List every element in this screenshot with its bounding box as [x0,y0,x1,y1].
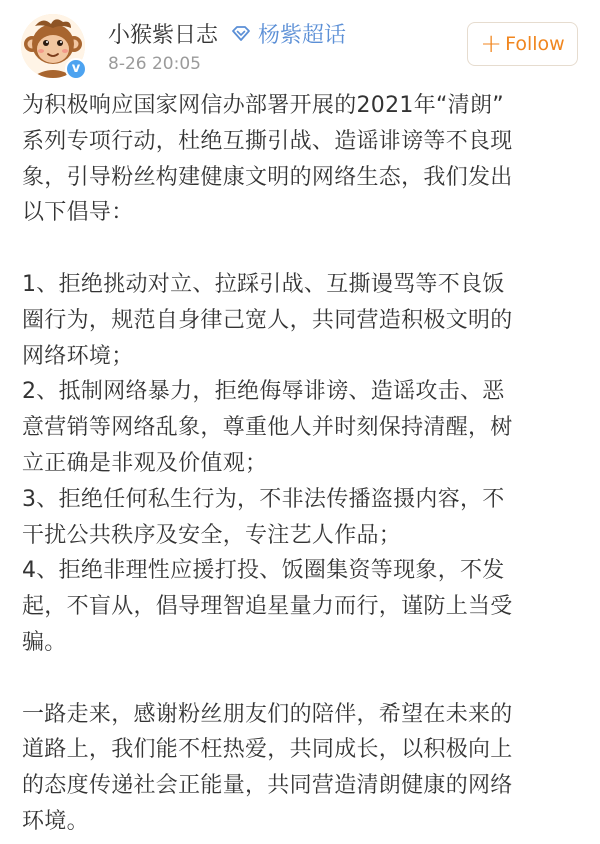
content-line: 4、拒绝非理性应援打投、饭圈集资等现象，不发 [22,558,505,584]
content-line: 骗。 [22,629,67,655]
content-line: 网络环境； [22,343,134,369]
follow-button[interactable] [467,22,578,66]
author-name[interactable]: 小猴紫日志 [108,23,219,48]
content-line: 起，不盲从，倡导理智追星量力而行，谨防上当受 [22,594,513,620]
paragraph-gap [22,231,578,267]
super-topic-link[interactable] [230,18,346,49]
super-topic-icon [230,23,252,45]
post-timestamp: 8-26 20:05 [108,54,201,74]
author-avatar[interactable] [21,14,85,78]
content-line: 一路走来，感谢粉丝朋友们的陪伴，希望在未来的 [22,701,513,727]
content-line: 环境。 [22,808,89,834]
content-line: 意营销等网络乱象，尊重他人并时刻保持清醒，树 [22,415,513,441]
content-line: 为积极响应国家网信办部署开展的2021年“清朗” [22,93,504,118]
paragraph-gap [22,661,578,697]
content-line: 1、拒绝挑动对立、拉踩引战、互撕谩骂等不良饭 [22,271,505,297]
content-line: 道路上，我们能不枉热爱，共同成长，以积极向上 [22,737,513,763]
content-line: 立正确是非观及价值观； [22,450,268,476]
content-line: 系列专项行动，杜绝互撕引战、造谣诽谤等不良现 [22,128,513,154]
post-content [22,88,578,840]
plus-icon: + [480,29,503,59]
super-topic-label: 杨紫超话 [258,23,347,48]
content-line: 圈行为，规范自身律己宽人，共同营造积极文明的 [22,307,513,333]
content-line: 以下倡导： [22,200,134,226]
verified-icon: v [65,58,87,80]
content-line: 象，引导粉丝构建健康文明的网络生态，我们发出 [22,164,513,190]
follow-label: Follow [505,33,565,55]
content-line: 2、抵制网络暴力，拒绝侮辱诽谤、造谣攻击、恶 [22,379,505,405]
content-line: 的态度传递社会正能量，共同营造清朗健康的网络 [22,773,513,799]
content-line: 干扰公共秩序及安全，专注艺人作品； [22,522,402,548]
post-header [0,0,600,86]
content-line: 3、拒绝任何私生行为，不非法传播盗摄内容，不 [22,486,505,512]
